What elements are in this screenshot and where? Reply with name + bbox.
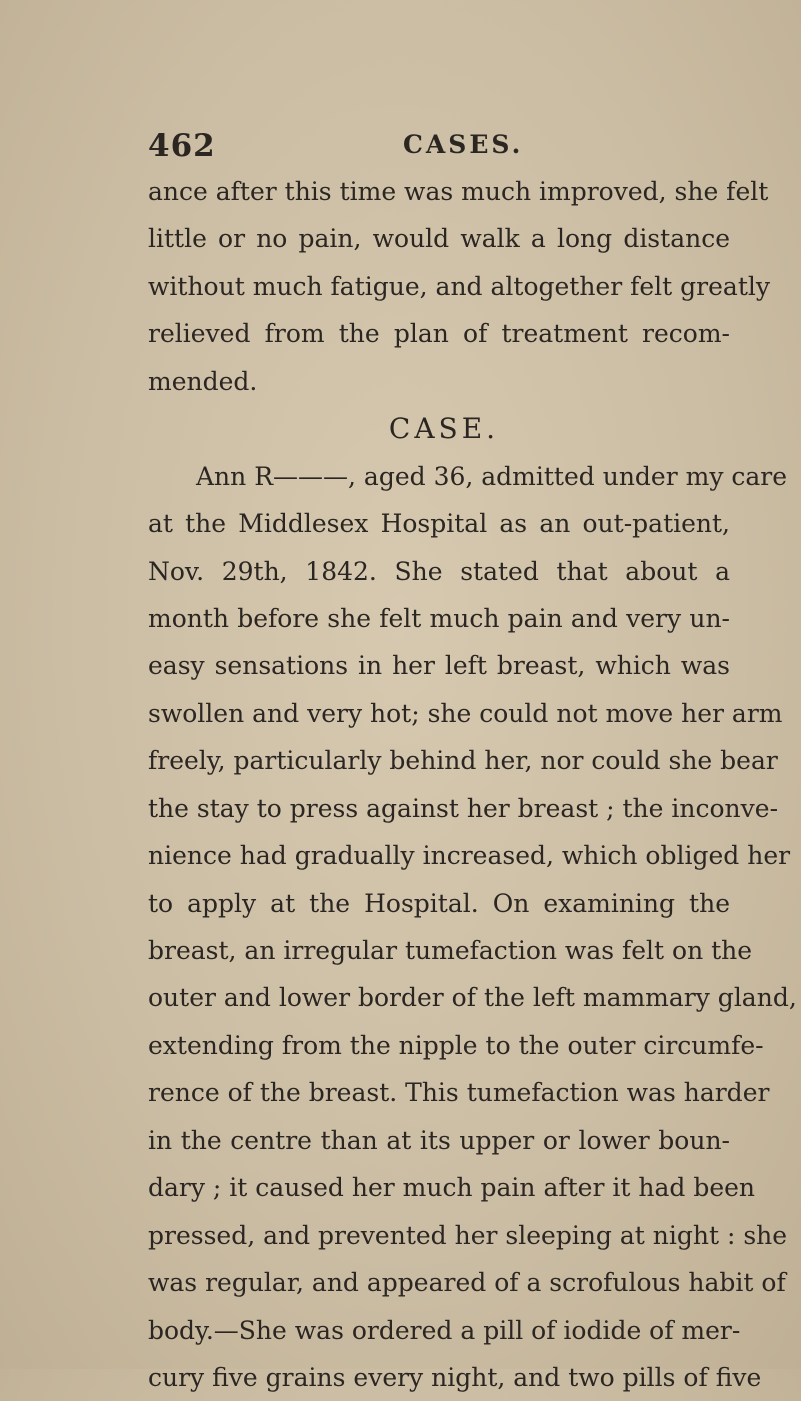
text-line: the stay to press against her breast ; the inconve- — [148, 793, 779, 823]
text-line: freely, particularly behind her, nor could she bear — [148, 746, 778, 776]
text-line: month before she felt much pain and very un- — [148, 603, 730, 633]
text-line: in the centre than at its upper or lower boun- — [148, 1125, 730, 1155]
text-line: body.—She was ordered a pill of iodide of mer- — [148, 1315, 741, 1345]
text-line: cury five grains every night, and two pills of five — [148, 1362, 762, 1392]
text-line: nience had gradually increased, which obliged her — [148, 841, 791, 871]
text-line: dary ; it caused her much pain after it had been — [148, 1173, 756, 1203]
text-line: extending from the nipple to the outer circumfe- — [148, 1030, 764, 1060]
case-first-line: Ann R———, aged 36, admitted under my care — [196, 461, 788, 491]
text-line: swollen and very hot; she could not move her arm — [148, 698, 783, 728]
text-line: breast, an irregular tumefaction was felt on the — [148, 936, 753, 965]
text-line: relieved from the plan of treatment recom- — [148, 319, 730, 349]
body-text — [148, 168, 797, 1401]
text-line: was regular, and appeared of a scrofulous habit of — [148, 1268, 786, 1298]
case-heading: CASE. — [388, 412, 500, 446]
text-line: easy sensations in her left breast, which was — [148, 651, 730, 681]
page-number: 462 — [148, 128, 216, 164]
text-line: pressed, and prevented her sleeping at night : she — [148, 1220, 788, 1250]
text-line: at the Middlesex Hospital as an out-patient, — [148, 509, 730, 539]
running-head — [148, 128, 748, 168]
text-line: Nov. 29th, 1842. She stated that about a — [148, 556, 730, 586]
text-line: ance after this time was much improved, she felt — [148, 177, 769, 206]
text-line: without much fatigue, and altogether felt greatly — [148, 271, 770, 301]
running-title: CASES. — [403, 130, 524, 159]
text-line: mended. — [148, 366, 258, 396]
text-line: rence of the breast. This tumefaction was harder — [148, 1078, 770, 1108]
text-line: to apply at the Hospital. On examining the — [148, 888, 730, 918]
text-line: little or no pain, would walk a long distance — [148, 224, 730, 254]
text-line: outer and lower border of the left mammary gland, — [148, 983, 797, 1013]
